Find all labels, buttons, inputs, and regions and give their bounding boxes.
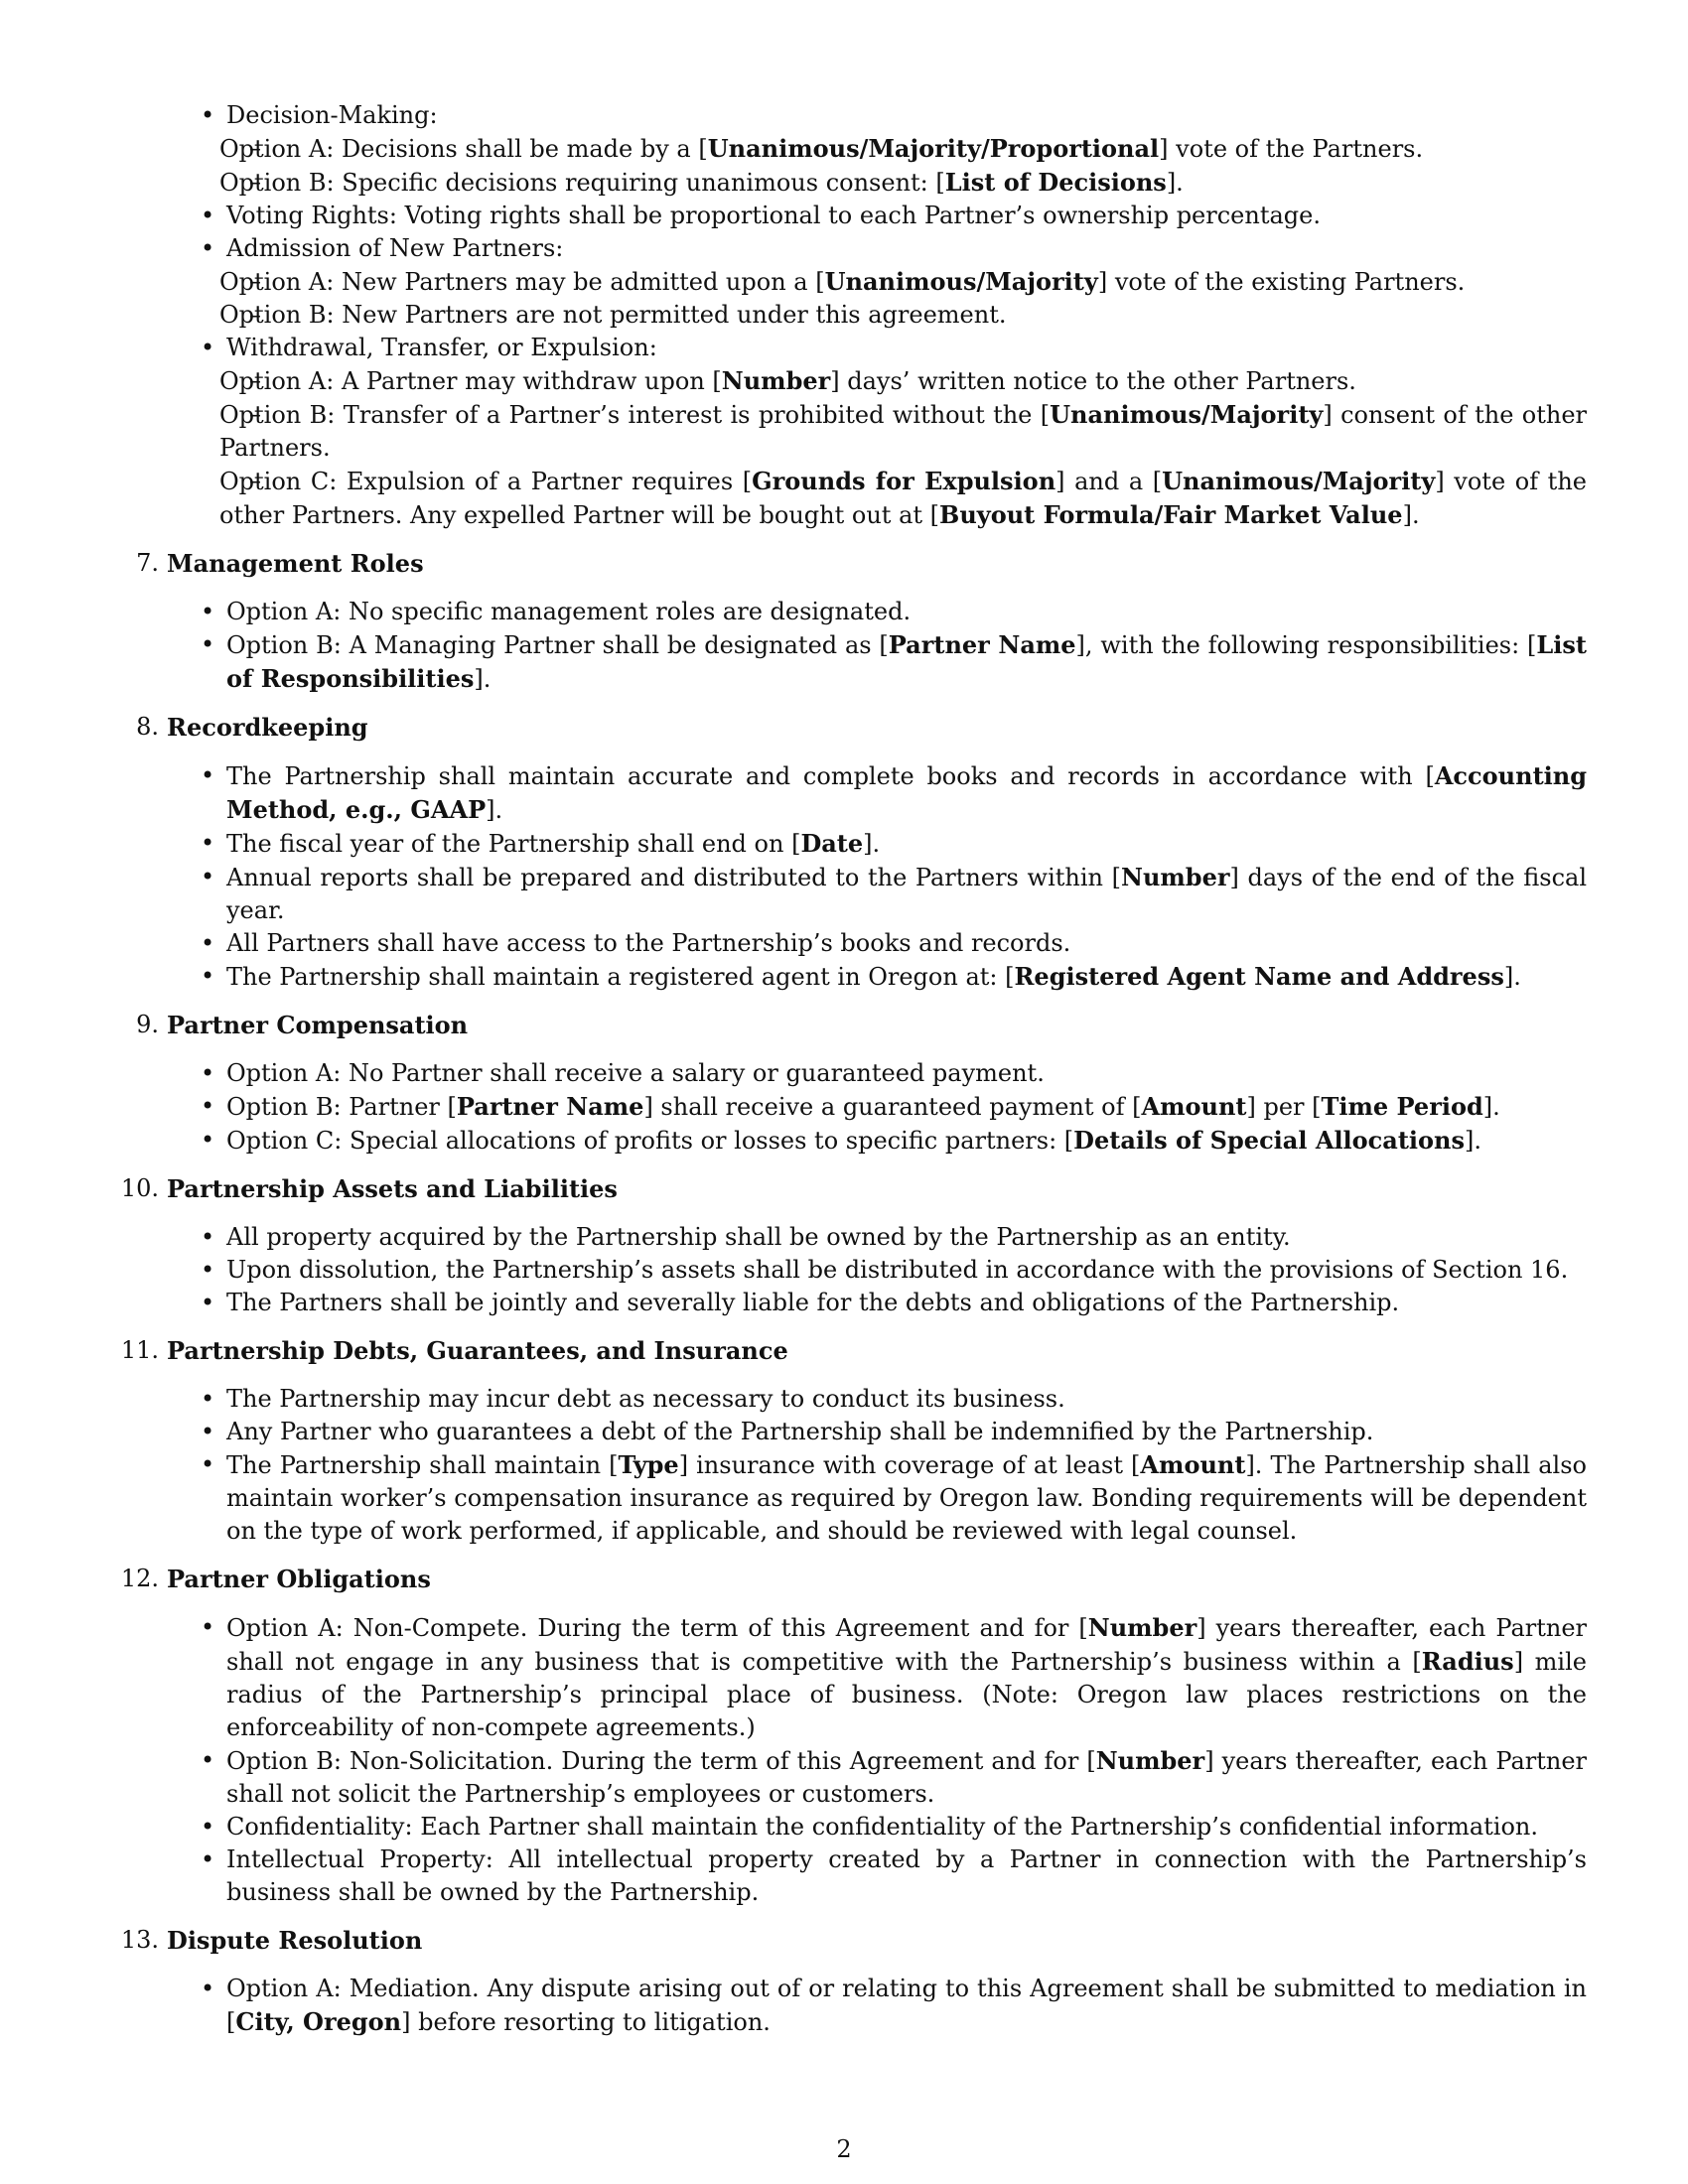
list-item: • Option A: Mediation. Any dispute arising out of or relating to this Agreement shall be submitted to mediation in [City, Oregon] before resorting to litigation. [167,1973,1587,2039]
list-item: • All Partners shall have access to the Partnership’s books and records. [167,927,1587,960]
section-title: Dispute Resolution [167,1926,423,1955]
section-10 [120,1172,1587,1319]
list-item: • Upon dissolution, the Partnership’s assets shall be distributed in accordance with the provisions of Section 16. [167,1254,1587,1287]
section-heading [120,1334,1587,1367]
section-6-continued-list [167,99,1587,532]
section-number: 7. [136,549,159,577]
section-heading [120,1172,1587,1205]
list-item: • The Partnership shall maintain a registered agent in Oregon at: [Registered Agent Name and Address]. [167,960,1587,994]
section-heading [120,1924,1587,1957]
section-12 [120,1563,1588,1909]
section-title: Partnership Assets and Liabilities [167,1174,618,1203]
list-item: • Admission of New Partners: – Option A: New Partners may be admitted upon a [Unanimous/Majority] vote of the existing Partners. – Option B: New Partners are not permitted under this agreement. [167,232,1587,332]
list-item: • The Partnership shall maintain [Type] insurance with coverage of at least [Amount]. The Partnership shall also maintain worker’s compensation insurance as required by Oregon law. Bonding requirements will be dependent on the type of work performed, if applicable, and should be reviewed with legal counsel. [167,1448,1587,1548]
list-item: • Option B: Partner [Partner Name] shall receive a guaranteed payment of [Amount] per [Time Period]. [167,1090,1587,1124]
section-heading [136,547,1587,580]
list-item: • Option B: A Managing Partner shall be designated as [Partner Name], with the following responsibilities: [List of Responsibilities]. [167,628,1587,696]
section-number: 12. [120,1565,159,1592]
sections-container [120,547,1588,2039]
list-item: • Intellectual Property: All intellectual property created by a Partner in connection with the Partnership’s business shall be owned by the Partnership. [167,1843,1587,1909]
list-item: • Annual reports shall be prepared and distributed to the Partners within [Number] days of the end of the fiscal year. [167,861,1587,927]
section-list [167,1057,1587,1158]
list-item: • The Partners shall be jointly and severally liable for the debts and obligations of the Partnership. [167,1287,1587,1319]
section-number: 9. [136,1011,159,1038]
section-title: Partner Compensation [167,1011,469,1039]
section-list [167,1383,1587,1548]
list-item: • The Partnership shall maintain accurate and complete books and records in accordance with [Accounting Method, e.g., GAAP]. [167,759,1587,827]
list-item: • Confidentiality: Each Partner shall maintain the confidentiality of the Partnership’s confidential information. [167,1811,1587,1843]
section-title: Recordkeeping [167,713,368,742]
section-8 [136,711,1588,994]
section-9 [136,1009,1587,1158]
section-number: 11. [120,1336,159,1364]
section-number: 10. [120,1174,159,1202]
page-number: 2 [836,2135,852,2163]
section-title: Partner Obligations [167,1565,431,1593]
sub-list [219,364,1587,532]
sub-list-item: – Option A: New Partners may be admitted upon a [Unanimous/Majority] vote of the existing Partners. [167,265,1587,299]
section-list [167,596,1587,696]
section-title: Partnership Debts, Guarantees, and Insurance [167,1336,788,1365]
section-number: 8. [136,713,159,741]
list-item: • The Partnership may incur debt as necessary to conduct its business. [167,1383,1587,1416]
sub-list [219,265,1587,332]
list-item: • Option B: Non-Solicitation. During the term of this Agreement and for [Number] years thereafter, each Partner shall not solicit the Partnership’s employees or customers. [167,1744,1587,1811]
section-13 [120,1924,1587,2039]
sub-list-item: – Option A: A Partner may withdraw upon [Number] days’ written notice to the other Partners. [167,364,1587,398]
section-11 [120,1334,1587,1548]
list-item: • Withdrawal, Transfer, or Expulsion: – Option A: A Partner may withdraw upon [Number] days’ written notice to the other Partners. – Option B: Transfer of a Partner’s interest is prohibited without the [Unanimous/Majority] consent of the other Partners. – Option C: Expulsion of a Partner requires [Grounds for Expulsion] and a [Unanimous/Majority] vote of the other Partners. Any expelled Partner will be bought out at [Buyout Formula/Fair Market Value]. [167,332,1587,532]
document-body [120,99,1588,2039]
list-item: • Decision-Making: – Option A: Decisions shall be made by a [Unanimous/Majority/Proportional] vote of the Partners. – Option B: Specific decisions requiring unanimous consent: [List of Decisions]. [167,99,1587,200]
list-item: • All property acquired by the Partnership shall be owned by the Partnership as an entity. [167,1221,1587,1254]
section-title: Management Roles [167,549,424,578]
list-item: • Option C: Special allocations of profits or losses to specific partners: [Details of Special Allocations]. [167,1124,1587,1158]
list-item: • Option A: No specific management roles are designated. [167,596,1587,628]
section-heading [120,1563,1587,1595]
section-heading [136,1009,1587,1041]
list-item: • The fiscal year of the Partnership shall end on [Date]. [167,827,1587,861]
section-list [167,1221,1587,1319]
list-item: • Option A: Non-Compete. During the term of this Agreement and for [Number] years thereafter, each Partner shall not engage in any business that is competitive with the Partnership’s business within a [Radius] mile radius of the Partnership’s principal place of business. (Note: Oregon law places restrictions on the enforceability of non-compete agreements.) [167,1611,1587,1744]
list-item: • Any Partner who guarantees a debt of the Partnership shall be indemnified by the Partnership. [167,1416,1587,1448]
section-list [167,1611,1587,1909]
sub-list-item: – Option B: Specific decisions requiring unanimous consent: [List of Decisions]. [167,166,1587,200]
sub-list-item: – Option B: Transfer of a Partner’s interest is prohibited without the [Unanimous/Majority] consent of the other Partners. [167,398,1587,465]
section-number: 13. [120,1926,159,1954]
section-7 [136,547,1587,696]
section-list [167,759,1587,994]
sub-list-item: – Option C: Expulsion of a Partner requires [Grounds for Expulsion] and a [Unanimous/Majority] vote of the other Partners. Any expelled Partner will be bought out at [Buyout Formula/Fair Market Value]. [167,465,1587,532]
sub-list-item: – Option B: New Partners are not permitted under this agreement. [167,299,1587,332]
sub-list [219,132,1587,200]
section-list [167,1973,1587,2039]
list-item: • Option A: No Partner shall receive a salary or guaranteed payment. [167,1057,1587,1090]
section-heading [136,711,1587,744]
list-item: • Voting Rights: Voting rights shall be proportional to each Partner’s ownership percentage. [167,200,1587,232]
sub-list-item: – Option A: Decisions shall be made by a [Unanimous/Majority/Proportional] vote of the Partners. [167,132,1587,166]
